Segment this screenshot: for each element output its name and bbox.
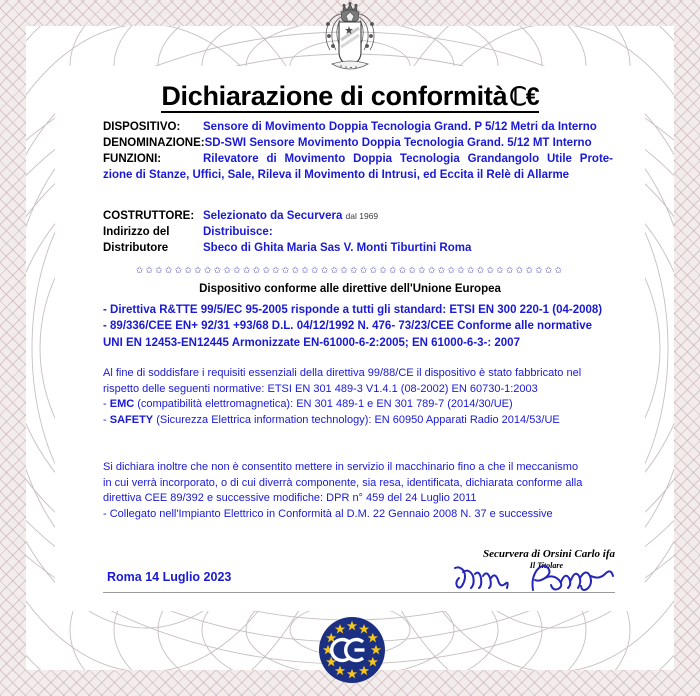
safety-text: (Sicurezza Elettrica information technology): EN 60950 Apparati Radio 2014/53/UE	[156, 414, 560, 427]
spec-label-dispositivo: DISPOSITIVO:	[103, 121, 181, 133]
declaration-line-2: in cui verrà incorporato, o di cui diverrà componente, sia resa, identificata, dichiarata conforme alla	[103, 476, 583, 489]
declaration-line-3: direttiva CEE 89/392 e successive modifiche: DPR n° 459 del 24 Luglio 2011	[103, 492, 477, 505]
directives-list	[103, 302, 613, 351]
normative-block	[103, 366, 613, 429]
spec-row-dispositivo	[103, 121, 613, 133]
spec-value-distributore: Sbeco di Ghita Maria Sas V. Monti Tiburtini Roma	[203, 242, 472, 254]
spec-label-denominazione: DENOMINAZIONE:	[103, 137, 205, 149]
manufacturer-block	[103, 210, 613, 258]
directive-line-1: - Direttiva R&TTE 99/5/EC 95-2005 risponde a tutti gli standard: ETSI EN 300 220-1 (04-2008)	[103, 304, 603, 316]
spec-row-distributore	[103, 242, 613, 254]
normative-emc-line: - EMC (compatibilità elettromagnetica): EN 301 489-1 e EN 301 789-7 (2014/30/UE)	[103, 398, 513, 411]
emc-text: (compatibilità elettromagnetica): EN 301 489-1 e EN 301 789-7 (2014/30/UE)	[137, 398, 513, 411]
issue-date: Roma 14 Luglio 2023	[107, 570, 232, 584]
spec-row-costruttore	[103, 210, 613, 222]
costruttore-since-note: dal 1969	[345, 211, 379, 221]
signature-company-name: Securvera di Orsini Carlo ifa	[482, 548, 615, 560]
spec-label-costruttore: COSTRUTTORE:	[103, 210, 195, 222]
eu-conformity-heading: Dispositivo conforme alle direttive dell'Unione Europea	[199, 283, 501, 295]
normative-intro-line-1: Al fine di soddisfare i requisiti essenziali della direttiva 99/88/CE il dispositivo è stato fabbricato nel	[103, 367, 582, 379]
ce-mark-glyph: ℂ€	[509, 83, 539, 111]
normative-safety-line: - SAFETY (Sicurezza Elettrica information technology): EN 60950 Apparati Radio 2014/53/UE	[103, 414, 560, 427]
signature-role-label: Il Titolare	[529, 561, 563, 570]
spec-value-dispositivo: Sensore di Movimento Doppia Tecnologia Grand. P 5/12 Metri da Interno	[203, 121, 597, 133]
device-spec-block	[103, 121, 613, 185]
signature-block	[103, 548, 615, 596]
safety-label: SAFETY	[109, 414, 154, 427]
spec-value-costruttore	[203, 210, 613, 222]
spec-value-indirizzo: Distribuisce:	[203, 226, 273, 238]
page-title	[161, 82, 538, 113]
declaration-block	[103, 460, 615, 522]
spec-label-distributore: Distributore	[103, 242, 169, 254]
spec-value-denominazione: SD-SWI Sensore Movimento Doppia Tecnologia Grand. 5/12 MT Interno	[204, 137, 592, 149]
page-title-text: Dichiarazione di conformità	[161, 81, 508, 111]
directive-line-3: UNI EN 12453-EN12445 Armonizzate EN-61000-6-2:2005; EN 61000-6-3-: 2007	[103, 336, 520, 349]
emc-label: EMC	[109, 398, 135, 411]
spec-label-indirizzo: Indirizzo del	[103, 226, 170, 238]
spec-row-denominazione	[103, 137, 613, 149]
spec-label-funzioni: FUNZIONI:	[103, 153, 162, 165]
ce-eu-conformity-logo-icon	[318, 616, 386, 684]
costruttore-name: Selezionato da Securvera	[203, 210, 343, 222]
declaration-line-1: Si dichiara inoltre che non è consentito mettere in servizio il macchinario fino a che il meccanismo	[103, 461, 579, 473]
stars-divider: ✩✩✩✩✩✩✩✩✩✩✩✩✩✩✩✩✩✩✩✩✩✩✩✩✩✩✩✩✩✩✩✩✩✩✩✩✩✩✩✩✩✩✩✩	[135, 266, 565, 275]
signature-rule	[103, 592, 615, 593]
handwritten-signature-icon	[449, 562, 619, 601]
page-title-wrapper	[0, 82, 700, 113]
declaration-line-4: - Collegato nell'Impianto Elettrico in Conformità al D.M. 22 Gennaio 2008 N. 37 e successive	[103, 507, 553, 520]
spec-row-indirizzo	[103, 226, 613, 238]
spec-row-funzioni	[103, 153, 613, 165]
spec-value-funzioni: Rilevatore di Movimento Doppia Tecnologia Grandangolo Utile Prote-	[203, 153, 613, 165]
normative-intro-line-2: rispetto delle seguenti normative: ETSI EN 301 489-3 V1.4.1 (08-2002) EN 60730-1:2003	[103, 382, 538, 395]
spec-value-funzioni-continuation: zione di Stanze, Uffici, Sale, Rileva il Movimento di Intrusi, ed Eccita il Relè di Allarme	[103, 169, 570, 181]
directive-line-2: - 89/336/CEE EN+ 92/31 +93/68 D.L. 04/12/1992 N. 476- 73/23/CEE Conforme alle normative	[103, 320, 593, 333]
